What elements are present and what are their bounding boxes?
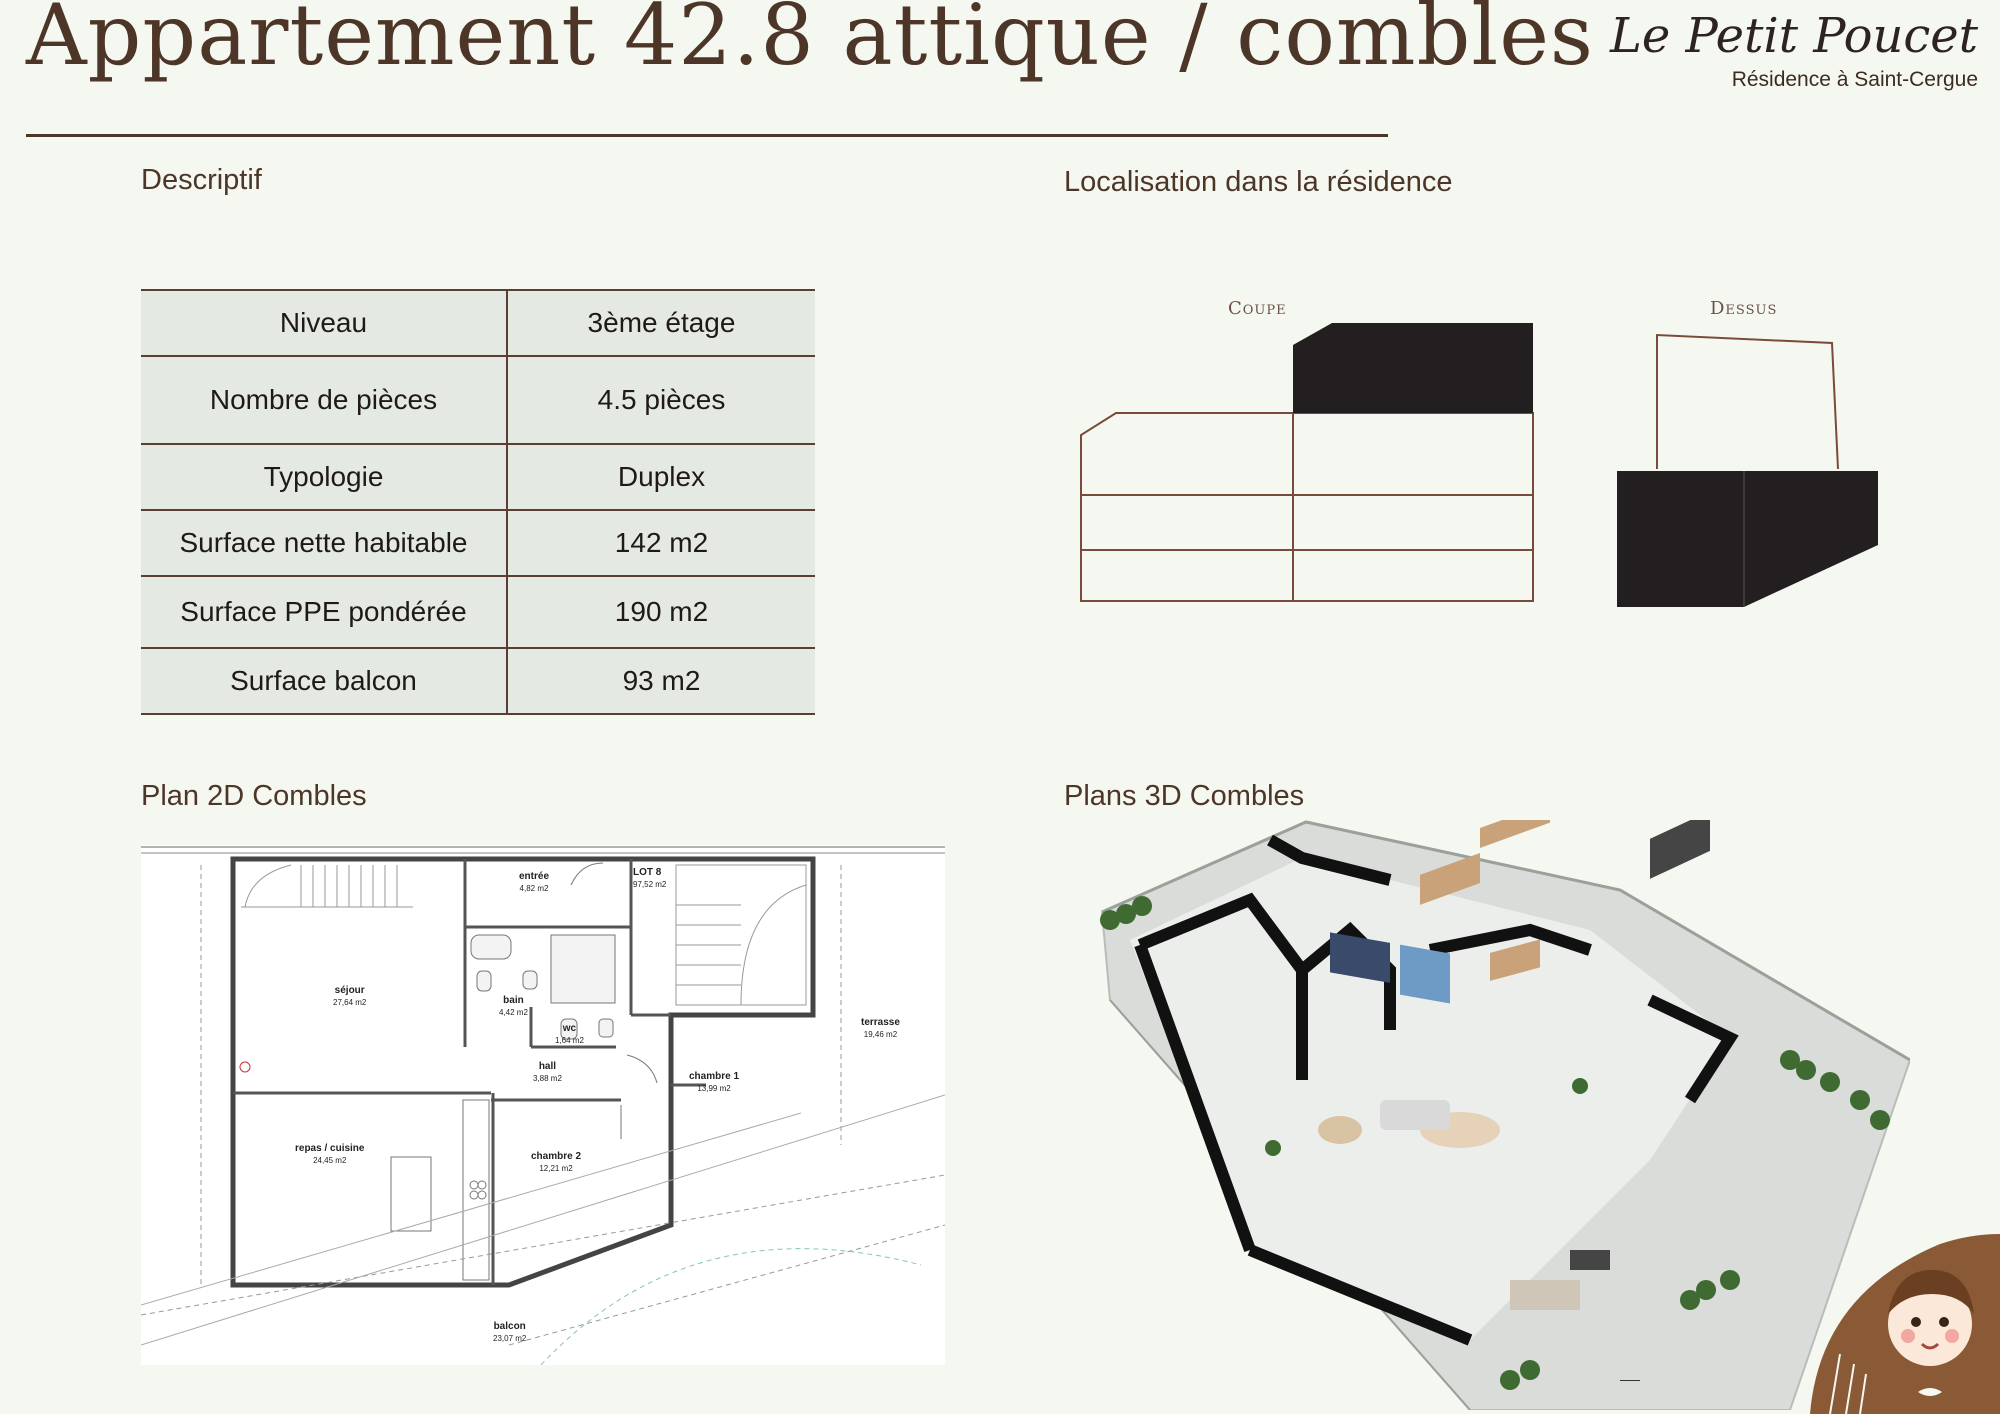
floor-plan-drawing [141,845,945,1365]
table-label-cell: Typologie [141,444,507,510]
brand-subtitle: Résidence à Saint-Cergue [1731,68,1978,91]
table-value-cell: 190 m2 [507,576,815,648]
title-underline [26,134,1388,137]
room-label-chambre-2: chambre 2 12,21 m2 [531,1151,582,1173]
table-row [141,510,815,576]
section-title-plan2d: Plan 2D Combles [141,780,367,812]
highlighted-unit-coupe [1293,323,1533,413]
room-label-chambre-1: chambre 1 13,99 m2 [689,1071,740,1093]
table-value-cell: 142 m2 [507,510,815,576]
section-title-plan3d: Plans 3D Combles [1064,780,1305,812]
coupe-section-diagram [1070,315,1540,615]
dessus-label: Dessus [1710,298,1778,319]
table-label-cell: Niveau [141,290,507,356]
table-label-cell: Surface balcon [141,648,507,714]
table-row [141,576,815,648]
room-label-terrasse: terrasse 19,46 m2 [861,1017,900,1039]
dessus-top-diagram [1610,325,1890,615]
table-row [141,648,815,714]
table-row [141,290,815,356]
room-label-sejour: séjour 27,64 m2 [333,985,367,1007]
floor-plan-2d [141,845,945,1365]
brand-block [1610,6,1978,92]
lot-label: LOT 8 97,52 m2 [633,867,667,889]
table-value-cell: Duplex [507,444,815,510]
brand-logo: Le Petit Poucet [1609,8,1978,64]
room-label-bain: bain 4,42 m2 [499,995,528,1017]
coupe-label: Coupe [1228,298,1287,319]
room-label-entree: entrée 4,82 m2 [519,871,550,893]
room-label-hall: hall 3,88 m2 [533,1061,562,1083]
table-row [141,444,815,510]
room-label-balcon: balcon 23,07 m2 [493,1321,527,1343]
highlighted-unit-dessus [1617,471,1878,607]
descriptif-table [141,289,815,715]
section-title-localisation: Localisation dans la résidence [1064,166,1453,198]
table-label-cell: Nombre de pièces [141,356,507,444]
page-title: Appartement 42.8 attique / combles [26,0,1595,84]
floor-plan-3d-render [1090,820,1910,1410]
table-row [141,356,815,444]
table-value-cell: 4.5 pièces [507,356,815,444]
room-label-repas-cuisine: repas / cuisine 24,45 m2 [295,1143,365,1165]
mascot-illustration [1800,1234,2000,1414]
table-label-cell: Surface nette habitable [141,510,507,576]
table-value-cell: 93 m2 [507,648,815,714]
section-title-descriptif: Descriptif [141,164,262,196]
room-label-wc: wc 1,64 m2 [555,1023,584,1045]
table-label-cell: Surface PPE pondérée [141,576,507,648]
table-value-cell: 3ème étage [507,290,815,356]
